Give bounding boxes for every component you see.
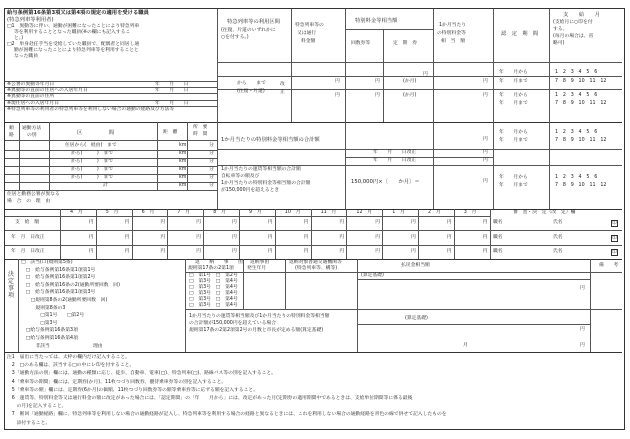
return-occurrence-header: 返納事由 (250, 260, 270, 265)
route-row-2[interactable]: から( ) まで (71, 151, 114, 156)
seal-3[interactable]: 印 (612, 250, 617, 255)
revise-date-2[interactable]: 年 月 日改正 (373, 158, 417, 163)
decision-side-label: 決 定 事 項 (8, 271, 25, 299)
payback-header: 払戻金相当額 (401, 263, 430, 268)
payment-months-a-2[interactable]: 1 2 3 4 5 6 (555, 93, 598, 98)
footnote-9: 添付すること。 (7, 420, 51, 426)
monthly-total-label: 1か月当たりの特別料金等相当額の合計額 (221, 137, 320, 143)
route-row-3-min[interactable]: 分 (209, 159, 214, 164)
section-header-sub2: ○を付する。) (221, 35, 249, 40)
pass-months-2[interactable]: (か月) (403, 93, 417, 98)
footnote-4: 4「乗車等の期間」欄には、定期券(か月)、11枚つづり回数券、優待乗車券等の別を記入すること。 (7, 379, 227, 385)
return-occurrence-sub: 発生年月 (247, 266, 267, 271)
current-residence-date-label: ※現住居への入居年月日 (7, 101, 59, 106)
pass-months-1[interactable]: (か月) (403, 79, 417, 84)
law-item-1[interactable]: □ 該当(口(規則第5条) (21, 260, 73, 265)
month-header-4: 7 月 (177, 210, 191, 215)
route-total: 計 (103, 183, 108, 188)
monthly-header-sub2: 相 当 額 (441, 39, 465, 44)
route-row-5[interactable]: から( ) まで (71, 175, 114, 180)
approval-from-1[interactable]: 年 月から (499, 70, 528, 75)
month-cell-6-row3[interactable]: 円 (267, 249, 273, 254)
route-row-2-min[interactable]: 分 (209, 151, 214, 156)
fare-total-d: が150,000円を超えるとき (221, 188, 280, 193)
month-header-7: 10 月 (284, 210, 301, 215)
route-row-4-min[interactable]: 分 (209, 167, 214, 172)
payment-amount-label: 支 給 額 (15, 220, 39, 225)
month-cell-8-row3[interactable]: 円 (339, 249, 345, 254)
month-cell-3-row1[interactable]: 円 (160, 220, 166, 225)
revise-date-1-yen[interactable]: 円 (483, 150, 488, 155)
month-cell-7-row1[interactable]: 円 (303, 220, 309, 225)
monthly-header: 1か月当たり (439, 23, 467, 28)
limit-text-c: 規則第17条の2第2項第2号の月数と市長が定める額(算定基礎) (189, 328, 324, 333)
route-row-5-min[interactable]: 分 (209, 175, 214, 180)
footnote-8: 7 断回「通勤経路」欄に、特急列車等を利用しない場合の通勤経路が記入し、特急列車等を利用する場合の経路と異なるときには、これを利用しない場合の通勤経路を青色の線で併せて記入したものを (7, 412, 447, 418)
footnote-6: 6 運賃等、特別料金等又は通行料金の額に改定があった場合には、「認定期間」の「年 月から」には、改定があった月(定期券の適用期間中であるときは、支給単位期間等に係る最後 (7, 396, 413, 401)
law-item-12[interactable]: 非該当 理由 (21, 343, 103, 349)
limit-month[interactable]: 月 (463, 343, 468, 348)
transfer-date-label: ※公署の異動等年月日 (7, 82, 55, 87)
staff-title-2: 職名 (493, 235, 503, 240)
route-row-5-km[interactable]: km (179, 175, 187, 180)
month-header-6: 9 月 (249, 210, 262, 215)
eligibility-item-1[interactable]: □1 異動等に伴い、通勤が困難になったことにより特急列車 (7, 24, 140, 29)
route-row-3-km[interactable]: km (179, 159, 187, 164)
month-cell-9-row1[interactable]: 円 (375, 220, 380, 225)
eligibility-item-2[interactable]: □2 単身赴任手当を受給していた職員で、配偶者と同居し通 (7, 42, 140, 47)
route-row-1[interactable]: 住居から( 経由) まで (65, 143, 117, 148)
previous-residence-date-label: ※異動等の直前の住居への入居年月日 (7, 88, 88, 93)
month-cell-2-row3[interactable]: 円 (124, 249, 130, 254)
return-item-5[interactable]: □ 第3号 □ 第4号 (189, 297, 238, 302)
fare-total-c: 1か月当たりの特別料金等相当額の合計額 (221, 181, 311, 186)
month-cell-12-row1[interactable]: 円 (482, 220, 488, 225)
law-item-2[interactable]: □ 給与条例第16条第1項第1号 (21, 267, 96, 273)
monthly-header-sub1: の特別料金等 (437, 31, 466, 36)
current-residence-date-value[interactable]: 年 月 日 (155, 101, 189, 106)
return-item-3[interactable]: □ 第3号 □ 第4号 (189, 285, 238, 290)
return-reason-header: 返 納 事 由 (195, 260, 243, 265)
previous-address-label: ※異動等の直前の住所 (7, 94, 55, 99)
footnote-5: 5「乗車等の額」欄には、定期券(6か月)の価額、11枚つづり回数券等の額等乗車券等に応ずる額を記入すること。 (7, 387, 259, 393)
payment-months-a-4[interactable]: 1 2 3 4 5 6 (555, 175, 598, 180)
month-cell-4-row1[interactable]: 円 (196, 220, 201, 225)
law-item-5[interactable]: □ 給与条例第16条第1項第3号 (21, 290, 96, 296)
payment-months-a-3[interactable]: 1 2 3 4 5 6 (555, 130, 598, 135)
law-item-7[interactable]: 規則第8条の3 (21, 305, 66, 311)
law-item-10[interactable]: □給与条例第16条第3項 (21, 328, 78, 334)
revision-row-1-label: 年 月 日改正 (11, 235, 45, 240)
month-header-3: 6 月 (141, 210, 155, 215)
footnote-2: 2 □のある欄は、該当する□の中にレ印を付すること。 (7, 363, 135, 369)
month-header-9: 12 月 (356, 210, 373, 215)
route-row-4[interactable]: から( ) まで (71, 167, 114, 172)
fare-total-a: 1か月当たりの運賃等相当額の合計額 (221, 167, 301, 172)
fare-yen-2[interactable]: 円 (335, 93, 340, 98)
payment-months-b-1[interactable]: 7 8 9 10 11 12 (555, 79, 607, 84)
pass-yen-1[interactable]: 円 (423, 72, 428, 77)
month-cell-1-row1[interactable]: 円 (88, 220, 94, 225)
revision-row-2-label: 年 月 日改正 (11, 249, 45, 254)
month-cell-5-row2[interactable]: 円 (232, 235, 237, 240)
payment-month-sub3: (毎月の場合は、省 (553, 34, 594, 39)
law-item-9[interactable]: □第3号 (21, 320, 58, 326)
payment-month-sub2: する。 (553, 27, 568, 32)
different-residence-label2: 場 合 の 理 由 (7, 199, 51, 204)
approval-to-1[interactable]: 年 月まで (499, 79, 528, 84)
section-row1-roundtrip[interactable]: (往復・片道) (237, 89, 265, 94)
route-distance-header: 距 離 (163, 130, 178, 135)
approval-from-3[interactable]: 年 月から (499, 130, 528, 135)
month-cell-2-row2[interactable]: 円 (124, 235, 130, 240)
staff-title-1: 職名 (493, 220, 503, 225)
revise-date-1[interactable]: 年 月 日改正 (373, 150, 417, 155)
coupon-header: 回数券等 (351, 41, 371, 46)
payment-month-sub1: (支給月に○印を付 (553, 20, 593, 25)
payback-yen-1[interactable]: 円 (580, 286, 585, 291)
eligibility-subtitle: (特急列車等利用者) (7, 17, 54, 23)
route-row-1-min[interactable]: 分 (209, 143, 214, 148)
return-item-4[interactable]: □ 第3号 □ 第4号 (189, 291, 238, 296)
month-cell-9-row3[interactable]: 円 (375, 249, 380, 254)
calc-basis-2: (算定基礎) (405, 316, 428, 321)
return-item-6[interactable]: □ 第3号 □ 第4号 (189, 303, 238, 308)
route-order-header2: 路 (9, 133, 14, 138)
section-header-sub1: (往復、片道のいずれかに (221, 28, 276, 33)
approval-from-4[interactable]: 年 月から (499, 175, 528, 180)
approval-to-3[interactable]: 年 月まで (499, 138, 528, 143)
month-cell-12-row3[interactable]: 円 (482, 249, 488, 254)
route-time-header2: 時 間 (193, 132, 208, 137)
month-cell-7-row2[interactable]: 円 (303, 235, 309, 240)
staff-name-1: 氏名 (553, 220, 563, 225)
month-header-12: 3 月 (463, 210, 477, 215)
seal-2[interactable]: 印 (612, 236, 617, 241)
month-cell-7-row3[interactable]: 円 (303, 249, 309, 254)
month-header-10: 1 月 (392, 210, 405, 215)
eligibility-title: 給与条例第16条第3項又は第4項の規定の適用を受ける職員 (7, 10, 149, 16)
monthly-yen-1[interactable]: 円 (483, 79, 488, 84)
footnote-1: 注1 届出に当たっては、太枠の欄内だけ記入すること。 (7, 355, 130, 360)
footnote-3: 3「通勤方法の別」欄には、通勤の種類に応じ、徒歩、自動車、電車(□)、特急列車(□)、路線バス等の別を記入すること。 (7, 371, 277, 377)
law-item-8[interactable]: □第1号 □第2号 (21, 313, 85, 319)
coupon-yen-1[interactable]: 円 (375, 79, 380, 84)
payment-month-sub4: 略可) (553, 41, 565, 46)
month-cell-5-row1[interactable]: 円 (232, 220, 237, 225)
alternate-route-label: ※特急列車等の利用者の特急列車等を利用しない場合の通勤の経路及び方法等 (7, 107, 175, 112)
month-cell-3-row3[interactable]: 円 (160, 249, 166, 254)
route-row-2-km[interactable]: km (179, 151, 187, 156)
eligibility-item-1-line3: と。) (14, 36, 24, 41)
route-section-header: 区 間 (77, 130, 115, 136)
route-row-3[interactable]: から( ) まで (71, 159, 114, 164)
month-header-1: 4 月 (70, 210, 83, 215)
payment-month-header: 支 給 月 (563, 12, 601, 18)
month-cell-8-row2[interactable]: 円 (339, 235, 345, 240)
previous-residence-date-value[interactable]: 年 月 日 (155, 88, 189, 93)
fare-header-sub2: 料金額 (301, 39, 316, 44)
route-time-header: 所 要 (193, 125, 208, 130)
review-decision-header: 審 査・決 定（改 定）欄 (513, 210, 576, 215)
return-subject-sub: (特急列車等、構等) (295, 266, 338, 271)
month-header-8: 11 月 (320, 210, 337, 215)
fare-header-sub1: 又は通行 (297, 31, 317, 36)
fare-yen-1[interactable]: 円 (335, 79, 340, 84)
month-cell-2-row1[interactable]: 円 (124, 220, 130, 225)
month-cell-4-row3[interactable]: 円 (196, 249, 201, 254)
month-cell-11-row1[interactable]: 円 (446, 220, 452, 225)
coupon-yen-2[interactable]: 円 (375, 93, 380, 98)
month-cell-10-row3[interactable]: 円 (411, 249, 416, 254)
revise-mark-1: 改 (280, 82, 285, 87)
payment-months-b-4[interactable]: 7 8 9 10 11 12 (555, 183, 607, 188)
law-item-11[interactable]: □給与条例第16条第4項 (21, 336, 78, 341)
month-header-2: 5 月 (105, 210, 119, 215)
month-cell-3-row2[interactable]: 円 (160, 235, 166, 240)
month-cell-10-row1[interactable]: 円 (411, 220, 416, 225)
month-cell-10-row2[interactable]: 円 (411, 235, 416, 240)
notes-header: 備 考 (599, 263, 619, 268)
approval-to-2[interactable]: 年 月まで (499, 101, 528, 106)
approval-from-2[interactable]: 年 月から (499, 93, 528, 98)
staff-name-2: 氏名 (553, 235, 563, 240)
month-cell-12-row2[interactable]: 円 (482, 235, 488, 240)
eligibility-item-2-line3: なった職員 (14, 54, 38, 59)
payment-months-a-1[interactable]: 1 2 3 4 5 6 (555, 70, 598, 75)
calc-basis-1: (算定基礎) (361, 273, 384, 278)
limit-text-b: の合計額が150,000円を超えている場合 (189, 321, 276, 326)
route-order-header: 順 (9, 126, 14, 131)
eligibility-item-1-line2: 等を利用することとなった職員(※の欄にも記入するこ (14, 30, 131, 35)
approval-to-4[interactable]: 年 月まで (499, 183, 528, 188)
month-cell-11-row3[interactable]: 円 (446, 249, 452, 254)
transfer-date-value[interactable]: 年 月 日 (155, 82, 189, 87)
cap-formula-yen[interactable]: 円 (483, 179, 488, 184)
seal-1[interactable]: 印 (612, 221, 617, 226)
month-cell-4-row2[interactable]: 円 (196, 235, 201, 240)
pass-header: 定 期 券 (393, 41, 417, 46)
month-cell-5-row3[interactable]: 円 (232, 249, 237, 254)
return-subject-header: 返納対象普通交通機関等 (289, 260, 342, 265)
special-fee-header: 特別料金等相当額 (355, 18, 398, 24)
staff-name-3: 氏名 (553, 249, 563, 254)
section-header: 特急列車等の利用区間 (227, 19, 280, 25)
law-item-4[interactable]: □ 給与条例第16条の2(通勤所要回数 回) (21, 282, 120, 288)
month-cell-1-row2[interactable]: 円 (88, 235, 94, 240)
revise-mark-2: 正 (280, 90, 285, 95)
month-cell-11-row2[interactable]: 円 (446, 235, 452, 240)
month-cell-6-row1[interactable]: 円 (267, 220, 273, 225)
eligibility-item-2-line2: 勤が困難になったことにより特急列車等を利用することと (14, 48, 139, 53)
month-cell-1-row3[interactable]: 円 (88, 249, 94, 254)
route-row-4-km[interactable]: km (179, 167, 187, 172)
fare-header: 特急列車等の (295, 23, 324, 28)
law-item-6[interactable]: □規則第8条の2(通勤所要回数 回) (21, 298, 108, 303)
law-item-3[interactable]: □ 給与条例第16条第1項第2号 (21, 275, 96, 281)
month-cell-9-row2[interactable]: 円 (375, 235, 380, 240)
route-total-min[interactable]: 分 (209, 183, 214, 188)
route-method-header: 通勤方法 (22, 126, 42, 131)
commuter-allowance-form (4, 8, 625, 430)
section-row1-fromto[interactable]: から まで (237, 81, 266, 86)
different-residence-label: 住居と勤務公署が異なる (7, 192, 60, 197)
fare-total-b: 自転車等の額及び (221, 174, 260, 179)
payment-months-b-3[interactable]: 7 8 9 10 11 12 (555, 138, 607, 143)
monthly-yen-2[interactable]: 円 (483, 93, 488, 98)
route-row-1-km[interactable]: km (179, 143, 187, 148)
route-total-km[interactable]: km (179, 183, 187, 188)
route-method-header2: の別 (27, 133, 37, 138)
payment-months-b-2[interactable]: 7 8 9 10 11 12 (555, 101, 607, 106)
month-cell-8-row1[interactable]: 円 (339, 220, 345, 225)
footnote-7: の月)を記入すること。 (7, 404, 67, 410)
return-item-1[interactable]: □ 第1号 □ 第2号 (189, 273, 238, 278)
revise-date-2-yen[interactable]: 円 (483, 158, 488, 163)
cap-formula[interactable]: 150,000円×〔 か月〕＝ (351, 179, 420, 185)
approval-period-header: 認 定 期 間 (501, 31, 539, 37)
return-item-2[interactable]: □ 第3号 □ 第4号 (189, 279, 238, 284)
limit-text-a: 1か月当たりの運賃等相当額及び1か月当たりの特別料金等相当額 (189, 314, 330, 319)
return-reason-sub: 規則第17条の2第1項 (188, 266, 234, 271)
month-header-11: 2 月 (428, 210, 441, 215)
limit-yen[interactable]: 円 (580, 343, 585, 348)
month-header-5: 8 月 (213, 210, 226, 215)
payback-yen-2[interactable]: 円 (580, 327, 585, 332)
staff-title-3: 職名 (493, 249, 503, 254)
monthly-total-yen[interactable]: 円 (483, 137, 488, 142)
month-cell-6-row2[interactable]: 円 (267, 235, 273, 240)
